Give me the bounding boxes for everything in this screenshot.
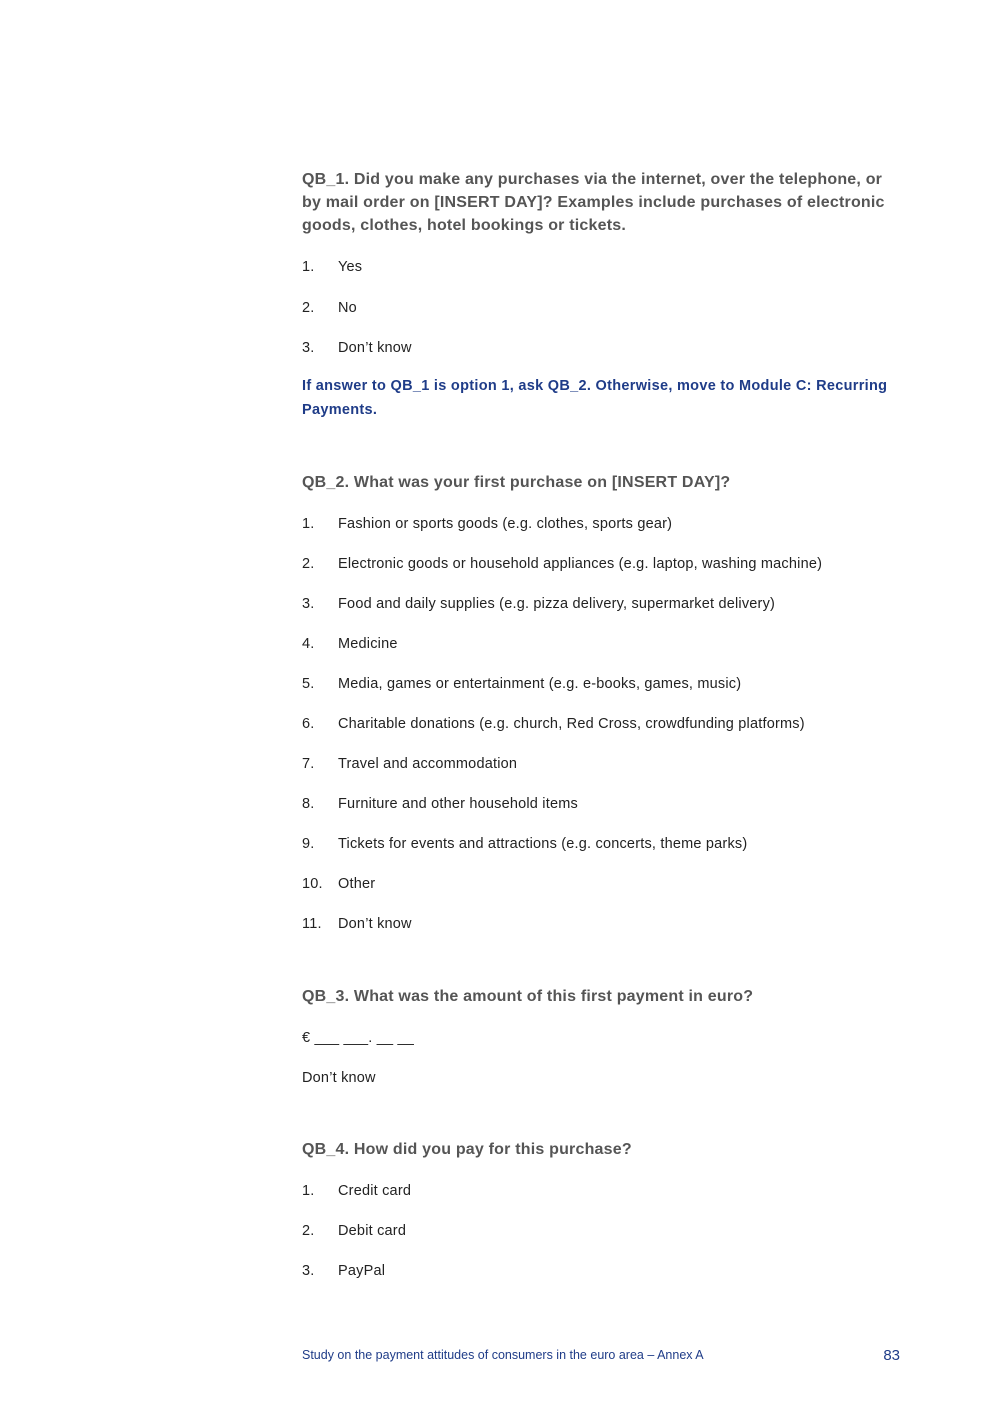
- question-qb1-text: QB_1. Did you make any purchases via the internet, over the telephone, or by mail order on [INSERT DAY]? Examples include purchases of electronic goods, clothes, hotel bookings or tickets.: [302, 171, 885, 234]
- option-label: Other: [338, 876, 376, 892]
- option-number: 2.: [302, 1223, 315, 1239]
- qb4-option-3: [302, 1262, 902, 1280]
- option-number: 3.: [302, 340, 315, 356]
- qb1-option-2: [302, 299, 902, 317]
- option-number: 6.: [302, 716, 315, 732]
- qb1-options: [302, 258, 902, 357]
- qb2-options: [302, 515, 902, 933]
- option-label: Fashion or sports goods (e.g. clothes, sports gear): [338, 516, 673, 532]
- question-qb4: [302, 1138, 902, 1280]
- option-label: Media, games or entertainment (e.g. e-books, games, music): [338, 676, 742, 692]
- option-number: 5.: [302, 676, 315, 692]
- option-label: Food and daily supplies (e.g. pizza delivery, supermarket delivery): [338, 596, 776, 612]
- qb2-option-3: [302, 595, 902, 613]
- option-label: PayPal: [338, 1263, 386, 1279]
- amount-field: € ___ ___. __ __: [302, 1030, 415, 1046]
- option-label: Travel and accommodation: [338, 756, 518, 772]
- qb2-option-9: [302, 835, 902, 853]
- qb2-option-6: [302, 715, 902, 733]
- option-number: 3.: [302, 1263, 315, 1279]
- option-number: 1.: [302, 516, 315, 532]
- qb1-option-1: [302, 258, 902, 276]
- option-number: 10.: [302, 876, 323, 892]
- option-label: Charitable donations (e.g. church, Red Cross, crowdfunding platforms): [338, 716, 805, 732]
- page-footer: [302, 1348, 900, 1368]
- question-qb4-text: QB_4. How did you pay for this purchase?: [302, 1141, 632, 1158]
- dont-know-option: Don’t know: [302, 1070, 376, 1086]
- qb2-option-4: [302, 635, 902, 653]
- question-qb2-text: QB_2. What was your first purchase on [INSERT DAY]?: [302, 474, 731, 491]
- option-number: 2.: [302, 556, 315, 572]
- footer-title: Study on the payment attitudes of consumers in the euro area – Annex A: [302, 1348, 704, 1362]
- option-number: 4.: [302, 636, 315, 652]
- option-number: 1.: [302, 1183, 315, 1199]
- option-label: Electronic goods or household appliances (e.g. laptop, washing machine): [338, 556, 823, 572]
- qb2-option-5: [302, 675, 902, 693]
- option-label: Don’t know: [338, 916, 412, 932]
- option-number: 1.: [302, 259, 315, 275]
- option-number: 2.: [302, 300, 315, 316]
- option-label: Credit card: [338, 1183, 412, 1199]
- qb2-option-10: [302, 875, 902, 893]
- option-label: No: [338, 300, 357, 316]
- qb2-option-8: [302, 795, 902, 813]
- qb4-option-2: [302, 1222, 902, 1240]
- option-label: Furniture and other household items: [338, 796, 578, 812]
- qb4-options: [302, 1182, 902, 1280]
- qb2-option-7: [302, 755, 902, 773]
- option-number: 7.: [302, 756, 315, 772]
- question-qb2: [302, 471, 902, 933]
- option-label: Don’t know: [338, 340, 412, 356]
- questionnaire-page: [302, 168, 902, 1280]
- option-label: Tickets for events and attractions (e.g. concerts, theme parks): [338, 836, 748, 852]
- qb2-option-1: [302, 515, 902, 533]
- question-qb1: [302, 168, 902, 422]
- option-label: Debit card: [338, 1223, 407, 1239]
- question-qb3: [302, 985, 902, 1087]
- question-qb3-text: QB_3. What was the amount of this first payment in euro?: [302, 988, 754, 1005]
- qb2-option-11: [302, 915, 902, 933]
- option-label: Medicine: [338, 636, 398, 652]
- routing-instruction: If answer to QB_1 is option 1, ask QB_2. Otherwise, move to Module C: Recurring Payments.: [302, 378, 888, 418]
- qb1-option-3: [302, 339, 902, 357]
- option-number: 8.: [302, 796, 315, 812]
- option-number: 3.: [302, 596, 315, 612]
- option-number: 11.: [302, 916, 322, 932]
- option-label: Yes: [338, 259, 363, 275]
- qb4-option-1: [302, 1182, 902, 1200]
- qb2-option-2: [302, 555, 902, 573]
- option-number: 9.: [302, 836, 315, 852]
- page-number: 83: [883, 1347, 900, 1364]
